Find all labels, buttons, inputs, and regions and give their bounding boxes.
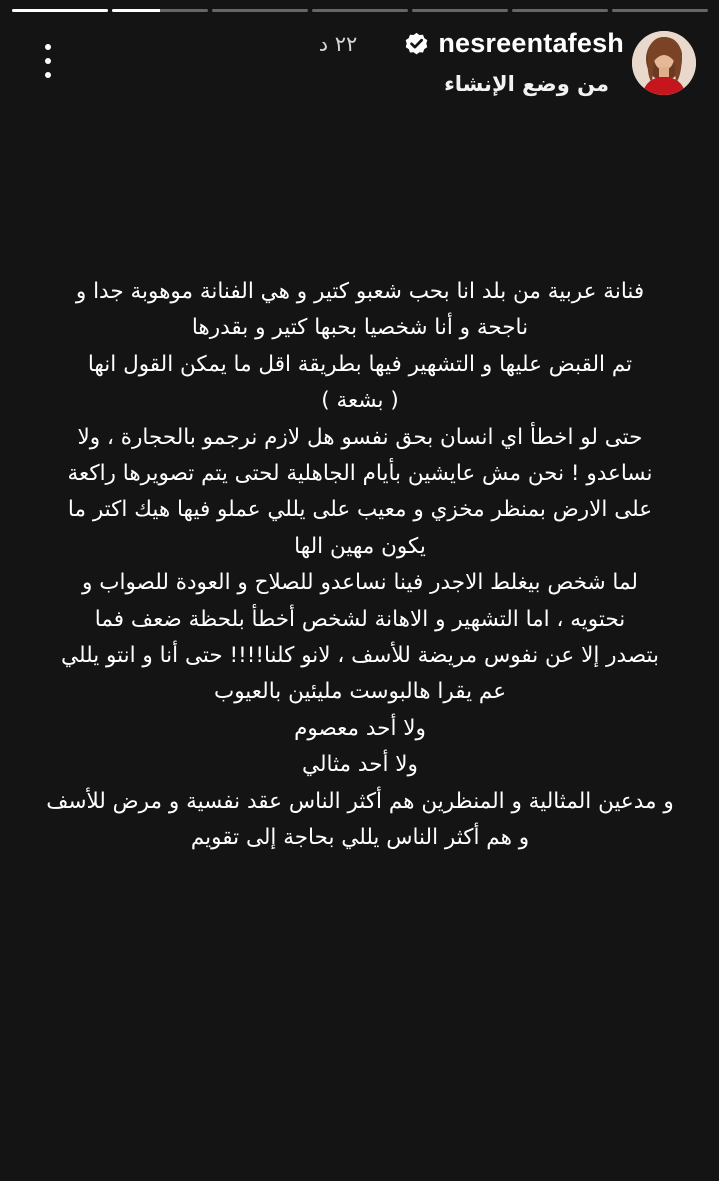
story-header — [319, 28, 624, 59]
story-text-line: حتى لو اخطأ اي انسان بحق نفسو هل لازم نرجمو بالحجارة ، ولا — [77, 424, 643, 450]
story-text-line: تم القبض عليها و التشهير فيها بطريقة اقل ما يمكن القول انها — [87, 351, 633, 377]
story-progress-fill — [112, 9, 160, 12]
story-text-line: عم يقرا هالبوست مليئين بالعيوب — [213, 679, 507, 705]
story-progress-segment — [412, 9, 508, 12]
story-progress-fill — [12, 9, 108, 12]
story-text-line: نساعدو ! نحن مش عايشين بأيام الجاهلية لحتى يتم تصويرها راكعة — [67, 461, 653, 487]
story-subtitle: من وضع الإنشاء — [444, 72, 609, 96]
more-options-button[interactable] — [30, 40, 66, 82]
more-vertical-icon — [45, 72, 51, 78]
story-progress-segment — [612, 9, 708, 12]
more-vertical-icon — [45, 58, 51, 64]
story-text-line: ولا أحد مثالي — [302, 752, 418, 778]
story-progress-bar — [12, 9, 708, 13]
story-progress-segment — [512, 9, 608, 12]
story-text-line: و مدعين المثالية و المنظرين هم أكثر الناس عقد نفسية و مرض للأسف — [46, 788, 674, 814]
story-text-line: نحتويه ، اما التشهير و الاهانة لشخص أخطأ بلحظة ضعف فما — [94, 606, 626, 632]
username-link[interactable]: nesreentafesh — [438, 28, 624, 58]
story-text-line: ( بشعة ) — [321, 388, 399, 414]
avatar-image — [632, 31, 696, 95]
story-progress-segment — [112, 9, 208, 12]
story-timestamp: ٢٢ د — [318, 31, 358, 56]
story-text-line: و هم أكثر الناس يللي بحاجة إلى تقويم — [190, 825, 530, 851]
story-text-line: فنانة عربية من بلد انا بحب شعبو كتير و هي الفنانة موهوبة جدا و — [75, 279, 645, 304]
story-text-line: ناجحة و أنا شخصيا بحبها كتير و بقدرها — [191, 315, 529, 341]
more-vertical-icon — [45, 44, 51, 50]
story-text-line: على الارض بمنظر مخزي و معيب على يللي عملو فيها هيك اكتر ما — [67, 497, 653, 523]
story-text — [30, 274, 690, 857]
story-progress-segment — [212, 9, 308, 12]
story-text-line: لما شخص بيغلط الاجدر فينا نساعدو للصلاح و العودة للصواب و — [82, 570, 638, 596]
story-text-line: ولا أحد معصوم — [294, 715, 426, 741]
story-progress-segment — [312, 9, 408, 12]
story-progress-segment — [12, 9, 108, 12]
story-text-line: بتصدر إلا عن نفوس مريضة للأسف ، لانو كلنا!!!! حتى أنا و انتو يللي — [61, 643, 659, 669]
verified-badge-icon — [403, 30, 430, 57]
profile-avatar[interactable] — [632, 31, 696, 95]
story-text-line: يكون مهين الها — [294, 533, 426, 559]
